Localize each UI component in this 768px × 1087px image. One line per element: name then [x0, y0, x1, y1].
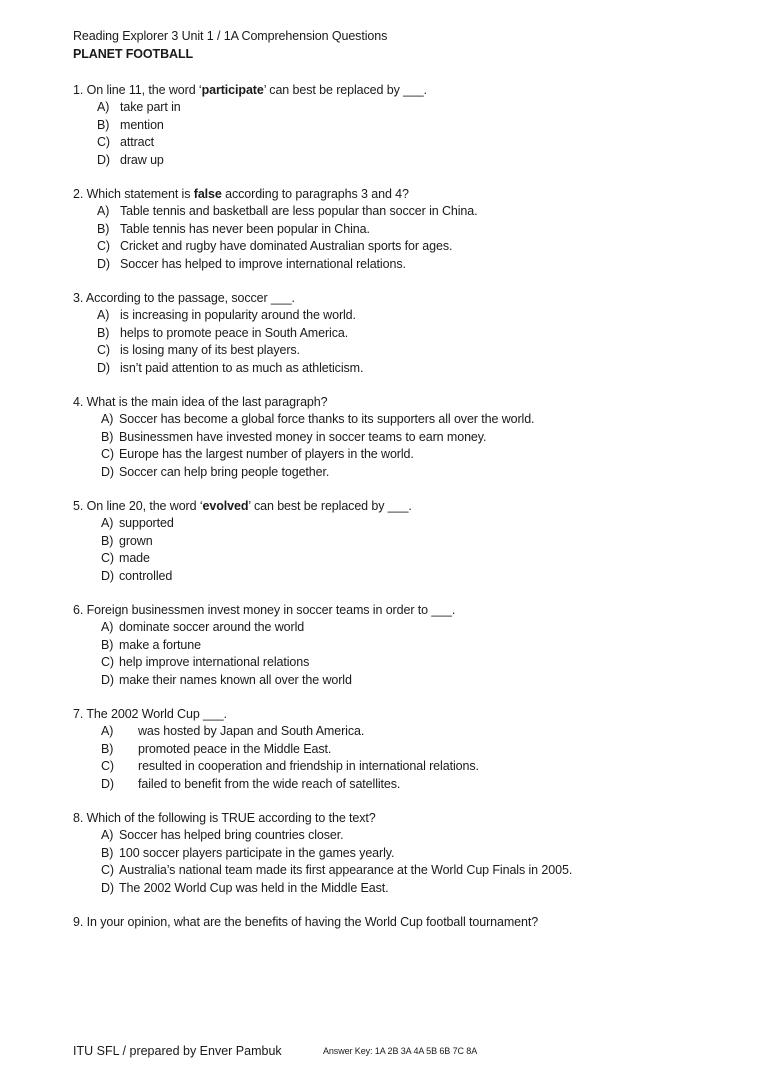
question-1: [73, 82, 713, 169]
worksheet-title: PLANET FOOTBALL: [73, 47, 194, 61]
question-4: [73, 394, 713, 481]
option-d: D) draw up: [97, 152, 164, 167]
option-a: A) take part in: [97, 100, 181, 115]
option-a: A) is increasing in popularity around the world.: [97, 308, 356, 323]
option-b: B) make a fortune: [101, 637, 201, 652]
option-c: C) Australia’s national team made its first appearance at the World Cup Finals in 2005.: [101, 863, 573, 878]
question-2: [73, 186, 713, 273]
footer-answer-key: Answer Key: 1A 2B 3A 4A 5B 6B 7C 8A: [323, 1046, 478, 1056]
option-b: B) Table tennis has never been popular in China.: [97, 221, 370, 236]
option-d: D) failed to benefit from the wide reach of satellites.: [101, 776, 401, 791]
option-b: B) 100 soccer players participate in the games yearly.: [101, 845, 395, 860]
question-stem: 3. According to the passage, soccer ___.: [73, 291, 295, 305]
option-d: D) make their names known all over the world: [101, 672, 352, 687]
question-stem: 6. Foreign businessmen invest money in soccer teams in order to ___.: [73, 603, 456, 617]
question-stem: 2. Which statement is false according to paragraphs 3 and 4?: [73, 187, 409, 201]
question-stem: 9. In your opinion, what are the benefits of having the World Cup football tournament?: [73, 915, 539, 929]
question-stem: 7. The 2002 World Cup ___.: [73, 707, 227, 721]
option-d: D) Soccer can help bring people together.: [101, 464, 330, 479]
option-c: C) help improve international relations: [101, 655, 310, 670]
option-a: A) supported: [101, 516, 174, 531]
option-d: D) controlled: [101, 568, 173, 583]
option-a: A) was hosted by Japan and South America.: [101, 724, 365, 739]
option-d: D) Soccer has helped to improve international relations.: [97, 256, 406, 271]
option-b: B) promoted peace in the Middle East.: [101, 741, 332, 756]
footer-credit: ITU SFL / prepared by Enver Pambuk: [73, 1044, 282, 1058]
option-d: D) The 2002 World Cup was held in the Middle East.: [101, 880, 389, 895]
option-b: B) mention: [97, 117, 164, 132]
option-a: A) Soccer has become a global force thanks to its supporters all over the world.: [101, 412, 535, 427]
question-6: [73, 602, 713, 689]
question-stem: 8. Which of the following is TRUE according to the text?: [73, 811, 376, 825]
option-b: B) grown: [101, 533, 153, 548]
option-c: C) Europe has the largest number of players in the world.: [101, 447, 414, 462]
question-5: [73, 498, 713, 585]
option-a: A) dominate soccer around the world: [101, 620, 305, 635]
option-a: A) Soccer has helped bring countries closer.: [101, 828, 344, 843]
worksheet-subtitle: Reading Explorer 3 Unit 1 / 1A Comprehension Questions: [73, 29, 388, 43]
option-c: C) attract: [97, 135, 155, 150]
question-9: [73, 914, 713, 931]
question-7: [73, 706, 713, 793]
question-stem: 1. On line 11, the word ‘participate’ can best be replaced by ___.: [73, 83, 428, 97]
option-a: A) Table tennis and basketball are less popular than soccer in China.: [97, 204, 478, 219]
question-3: [73, 290, 713, 377]
option-c: C) Cricket and rugby have dominated Australian sports for ages.: [97, 239, 453, 254]
question-8: [73, 810, 713, 897]
option-b: B) helps to promote peace in South America.: [97, 325, 349, 340]
option-c: C) made: [101, 551, 150, 566]
option-d: D) isn’t paid attention to as much as athleticism.: [97, 360, 364, 375]
option-c: C) resulted in cooperation and friendship in international relations.: [101, 759, 479, 774]
option-b: B) Businessmen have invested money in soccer teams to earn money.: [101, 429, 487, 444]
question-stem: 5. On line 20, the word ‘evolved’ can best be replaced by ___.: [73, 499, 412, 513]
question-stem: 4. What is the main idea of the last paragraph?: [73, 395, 328, 409]
option-c: C) is losing many of its best players.: [97, 343, 300, 358]
